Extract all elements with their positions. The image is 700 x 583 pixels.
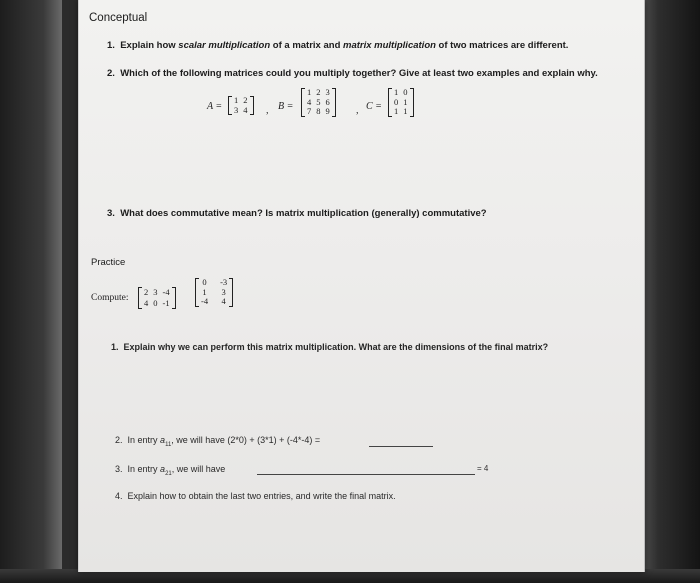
compute-left-entry-1-3: -4	[162, 287, 170, 297]
compute-left-entry-1-2: 3	[153, 287, 158, 297]
conceptual-question-2: 2. Which of the following matrices could you multiply together? Give at least two examples and explain why.	[107, 68, 598, 79]
compute-right-entry-3-2: 4	[221, 296, 226, 306]
matrix-a-label: A =	[207, 101, 223, 112]
compute-left-entry-2-2: 0	[153, 298, 158, 308]
matrix-b-entry-3-1: 7	[307, 106, 312, 116]
practice-question-3: 3. In entry $a_{21}$, we will have	[115, 464, 226, 477]
answer-blank-a21[interactable]	[257, 474, 475, 475]
comma-a: ,	[266, 105, 269, 116]
matrix-b-entry-2-1: 4	[307, 96, 312, 107]
matrix-c-entry-1-1: 1	[394, 87, 399, 97]
matrix-c-entry-2-2: 1	[403, 96, 408, 107]
practice-question-1: 1. Explain why we can perform this matrix multiplication. What are the dimensions of the final matrix?	[111, 342, 549, 352]
background-left	[0, 0, 62, 583]
matrix-a-entry-1-1: 1	[234, 95, 239, 105]
practice-question-4: 4. Explain how to obtain the last two entries, and write the final matrix.	[115, 491, 396, 501]
matrix-c-label: C =	[366, 101, 382, 112]
background-right	[640, 0, 700, 583]
compute-right-matrix	[195, 278, 233, 307]
practice-heading: Practice	[91, 257, 126, 268]
matrix-c-entry-3-1: 1	[394, 106, 399, 116]
answer-blank-a11[interactable]	[369, 446, 433, 447]
matrix-b-entry-1-3: 3	[325, 87, 330, 97]
compute-label: Compute:	[91, 293, 129, 303]
matrix-c	[388, 88, 414, 117]
a21-result: = 4	[477, 464, 489, 473]
matrix-c-entry-3-2: 1	[403, 106, 408, 116]
matrix-b-entry-2-3: 6	[325, 96, 330, 107]
matrix-b-label: B =	[278, 101, 294, 112]
conceptual-question-3: 3. What does commutative mean? Is matrix multiplication (generally) commutative?	[107, 208, 487, 219]
matrix-b-entry-3-2: 8	[316, 106, 321, 116]
matrix-a-entry-2-2: 4	[243, 104, 248, 115]
matrix-c-entry-1-2: 0	[403, 87, 408, 97]
matrix-b	[301, 88, 336, 117]
matrix-a-entry-1-2: 2	[243, 95, 248, 105]
conceptual-question-1: 1. Explain how scalar multiplication of a matrix and matrix multiplication of two matrices are different.	[107, 40, 569, 51]
matrix-a-entry-2-1: 3	[234, 104, 239, 115]
compute-right-entry-1-1: 0	[202, 277, 207, 287]
matrix-c-entry-2-1: 0	[394, 96, 399, 107]
matrix-a	[228, 96, 254, 115]
compute-right-entry-2-1: 1	[202, 286, 207, 297]
conceptual-heading: Conceptual	[89, 12, 148, 24]
matrix-b-entry-2-2: 5	[316, 96, 321, 107]
matrix-b-entry-1-1: 1	[307, 87, 312, 97]
comma-b: ,	[356, 105, 359, 116]
compute-left-entry-1-1: 2	[144, 287, 149, 297]
worksheet-page	[78, 0, 645, 572]
compute-left-entry-2-1: 4	[144, 298, 149, 308]
matrix-b-entry-3-3: 9	[325, 106, 330, 116]
compute-left-matrix	[138, 287, 176, 309]
compute-right-entry-1-2: -3	[220, 277, 228, 287]
practice-question-2: 2. In entry $a_{11}$, we will have (2*0) + (3*1) + (-4*-4) =	[115, 435, 321, 448]
compute-right-entry-2-2: 3	[221, 286, 226, 297]
compute-right-entry-3-1: -4	[201, 296, 209, 306]
matrix-b-entry-1-2: 2	[316, 87, 321, 97]
compute-left-entry-2-3: -1	[162, 298, 170, 308]
